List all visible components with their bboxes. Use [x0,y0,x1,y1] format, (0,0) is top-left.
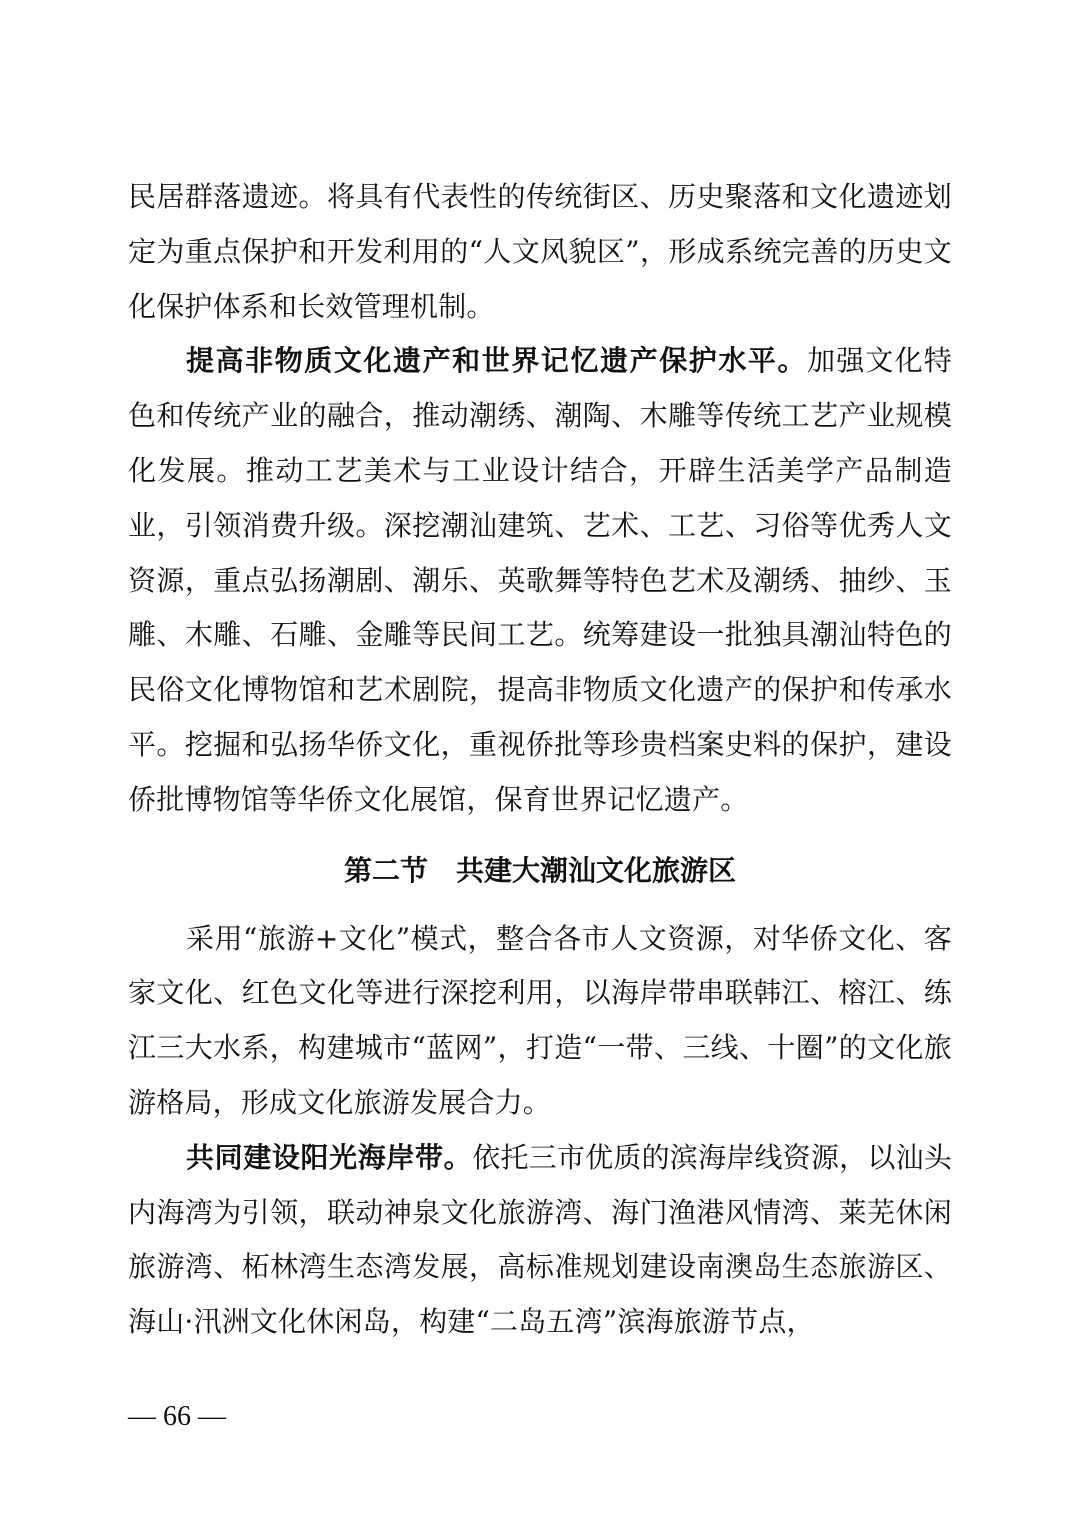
paragraph-text: 民居群落遗迹。将具有代表性的传统街区、历史聚落和文化遗迹划定为重点保护和开发利用的“人文风貌区”，形成系统完善的历史文化保护体系和长效管理机制。 [128,180,952,323]
paragraph-coastal-belt [128,1131,952,1350]
paragraph-lead-heading: 提高非物质文化遗产和世界记忆遗产保护水平。 [186,344,808,378]
paragraph-continued [128,170,952,334]
paragraph-text: 依托三市优质的滨海岸线资源，以汕头内海湾为引领，联动神泉文化旅游湾、海门渔港风情湾、莱芜休闲旅游湾、柘林湾生态湾发展，高标准规划建设南澳岛生态旅游区、海山·汛洲文化休闲岛，构建“二岛五湾”滨海旅游节点， [128,1140,952,1339]
paragraph-tourism-intro [128,912,952,1131]
page-number: — 66 — [128,1401,226,1432]
paragraph-text: 加强文化特色和传统产业的融合，推动潮绣、潮陶、木雕等传统工艺产业规模化发展。推动工艺美术与工业设计结合，开辟生活美学产品制造业，引领消费升级。深挖潮汕建筑、艺术、工艺、习俗等优秀人文资源，重点弘扬潮剧、潮乐、英歌舞等特色艺术及潮绣、抽纱、玉雕、木雕、石雕、金雕等民间工艺。统筹建设一批独具潮汕特色的民俗文化博物馆和艺术剧院，提高非物质文化遗产的保护和传承水平。挖掘和弘扬华侨文化，重视侨批等珍贵档案史料的保护，建设侨批博物馆等华侨文化展馆，保育世界记忆遗产。 [128,344,952,816]
section-heading: 第二节 共建大潮汕文化旅游区 [343,853,736,887]
paragraph-text: 采用“旅游+文化”模式，整合各市人文资源，对华侨文化、客家文化、红色文化等进行深挖利用，以海岸带串联韩江、榕江、练江三大水系，构建城市“蓝网”，打造“一带、三线、十圈”的文化旅游格局，形成文化旅游发展合力。 [128,921,952,1119]
paragraph-lead-heading: 共同建设阳光海岸带。 [186,1140,473,1174]
page-body [128,170,952,1350]
paragraph-intangible-heritage [128,334,952,827]
